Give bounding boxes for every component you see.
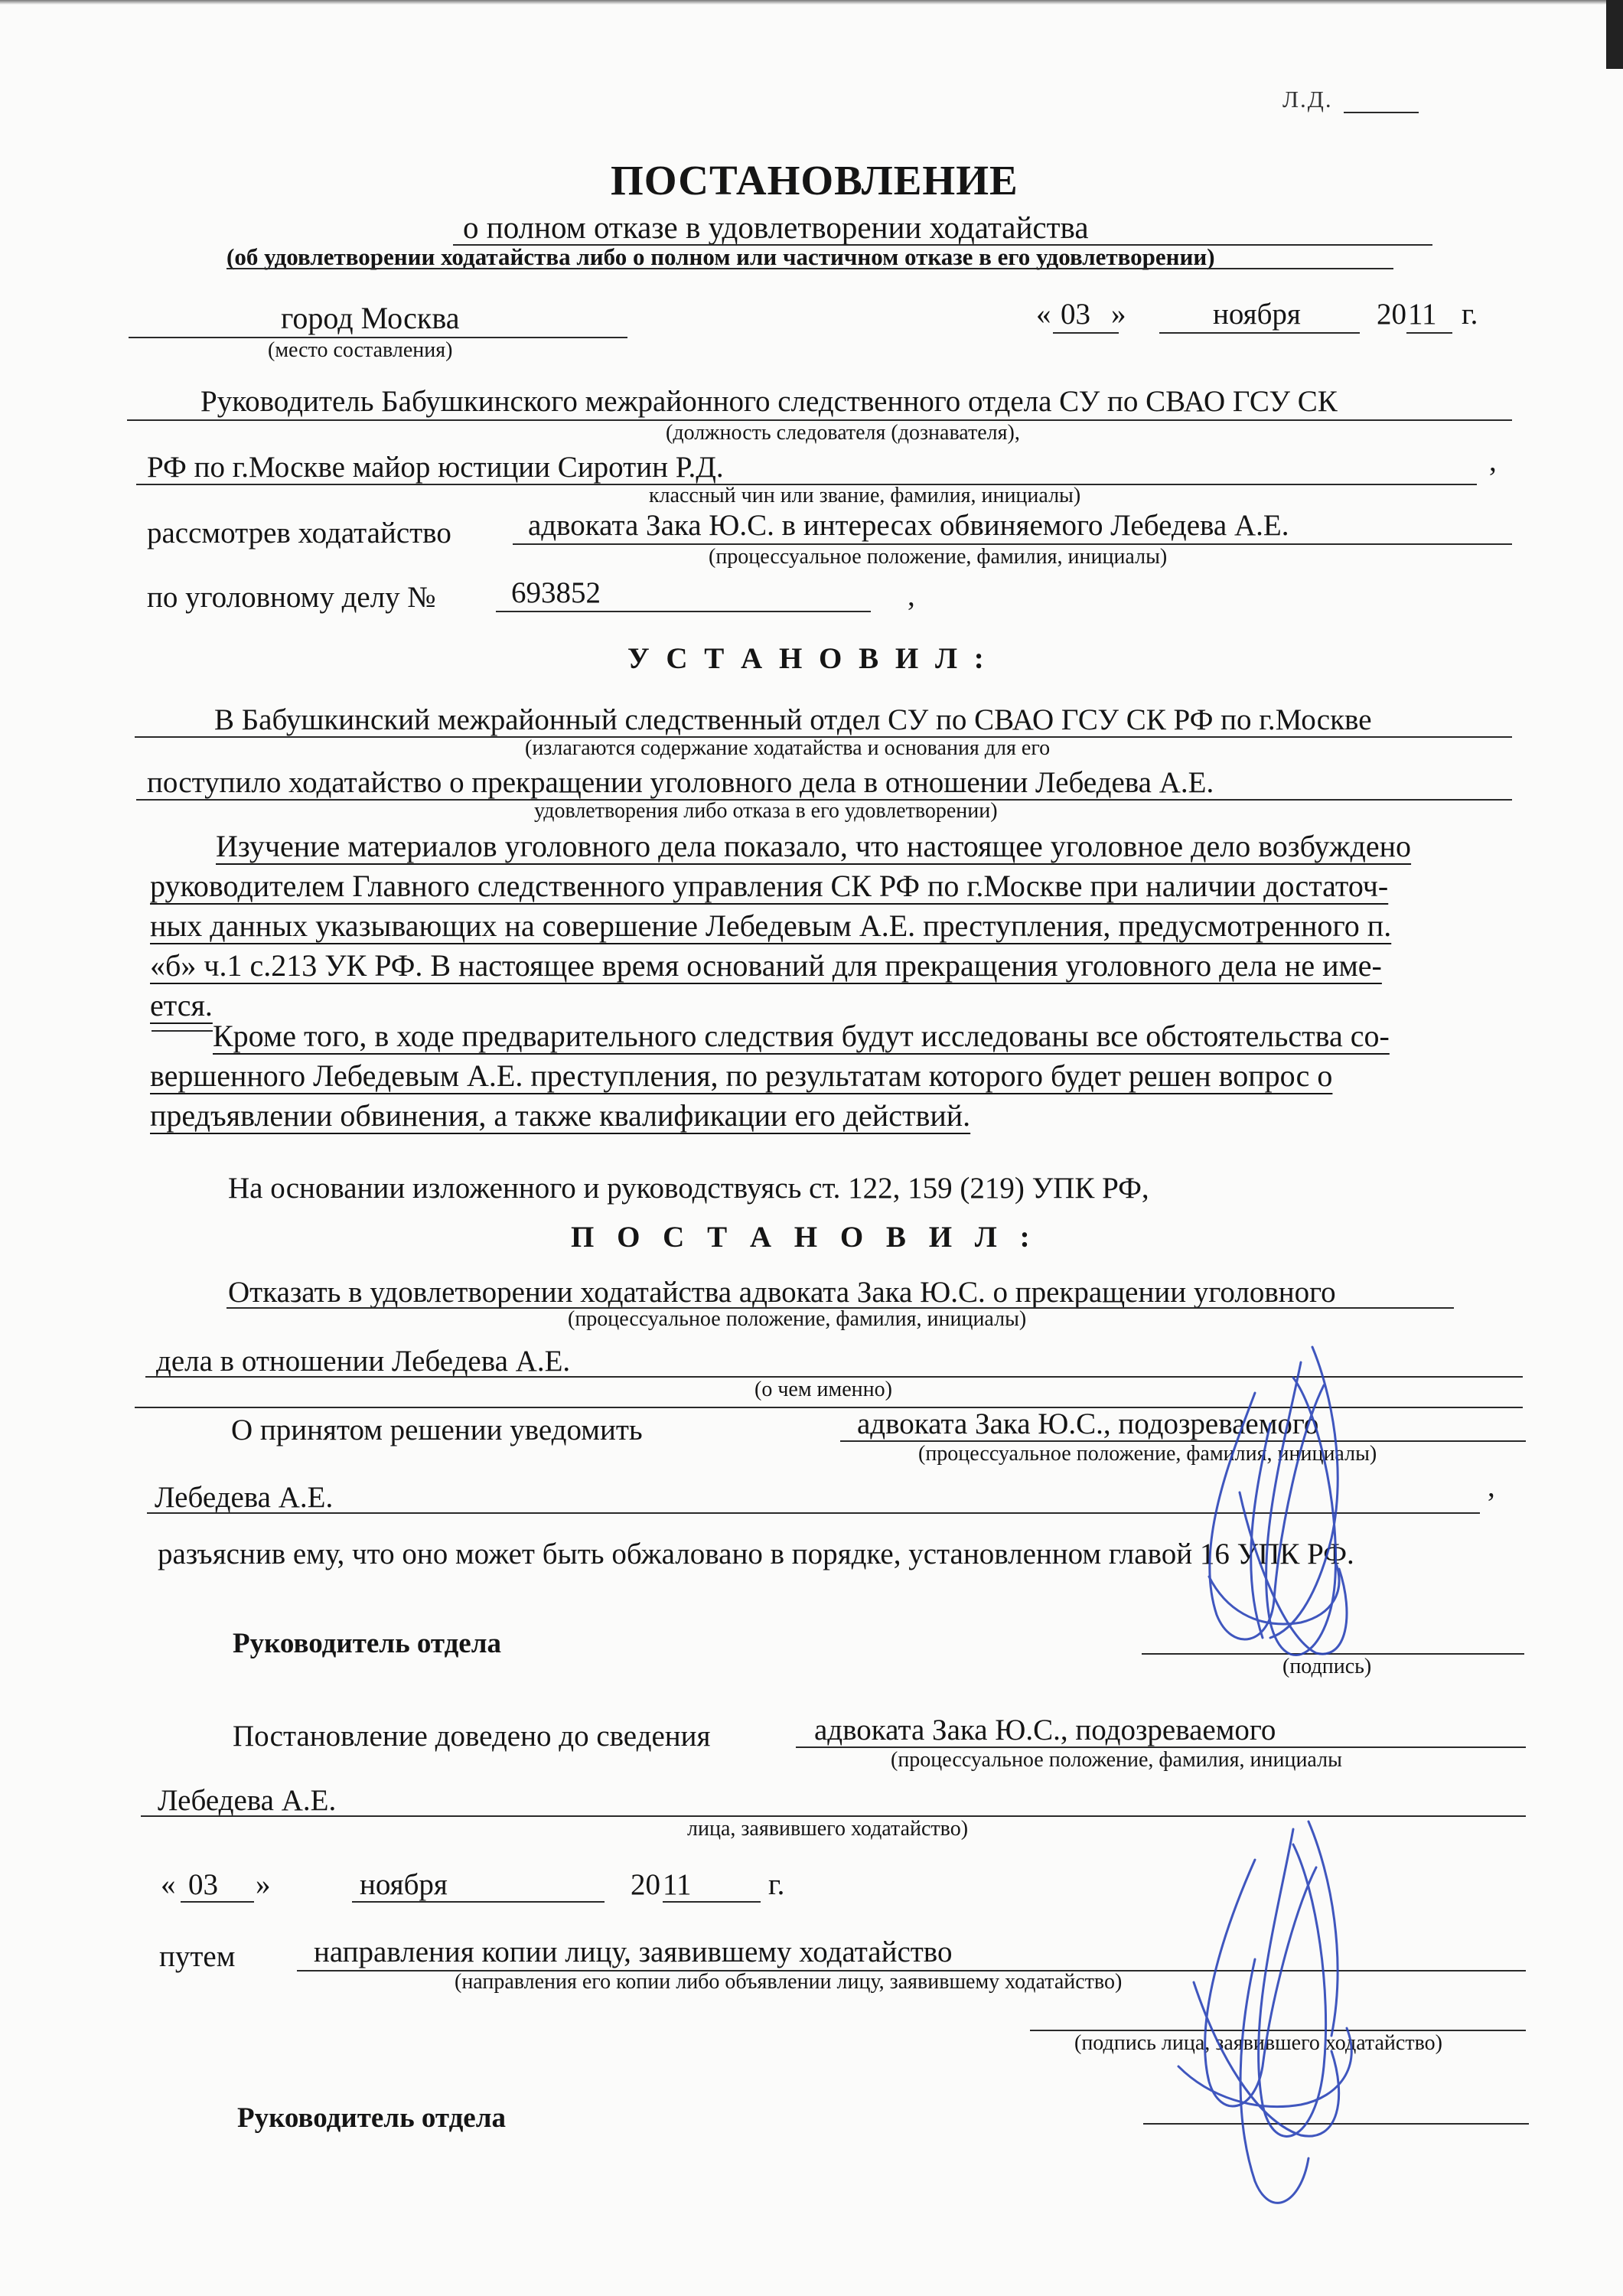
delivered-caption: (процессуальное положение, фамилия, инициалы: [891, 1748, 1342, 1772]
case-no-value: 693852: [511, 576, 601, 609]
case-no-comma: ,: [908, 579, 915, 612]
established-caption1: (излагаются содержание ходатайства и основания для его: [525, 736, 1051, 760]
method-label: путем: [159, 1940, 236, 1973]
sign1-caption: (подпись): [1282, 1655, 1372, 1678]
delivered-value2: Лебедева А.Е.: [158, 1784, 337, 1817]
established-line2: поступило ходатайство о прекращении уголовного дела в отношении Лебедева А.Е.: [147, 766, 1214, 799]
petition-label: рассмотрев ходатайство: [147, 517, 451, 550]
place-value: город Москва: [281, 301, 460, 335]
date-day: 03: [1061, 298, 1090, 331]
established-p1-l4: «б» ч.1 с.213 УК РФ. В настоящее время оснований для прекращения уголовного дела не име-: [150, 948, 1382, 983]
date2-month: ноября: [360, 1868, 448, 1901]
notify-caption: (процессуальное положение, фамилия, инициалы): [918, 1442, 1377, 1466]
date2-quote-open: «: [161, 1868, 176, 1901]
subtitle-caption: (об удовлетворении ходатайства либо о полном или частичном отказе в его удовлетворении): [227, 243, 1215, 270]
place-caption: (место составления): [268, 338, 453, 362]
notify-comma: ,: [1488, 1470, 1495, 1503]
notify-value: адвоката Зака Ю.С., подозреваемого: [857, 1407, 1319, 1440]
date2-year-unit: г.: [768, 1868, 785, 1901]
official-caption2: классный чин или звание, фамилия, инициалы): [649, 484, 1081, 507]
method-value: направления копии лицу, заявившему ходатайство: [314, 1936, 953, 1968]
date-year-suffix: 11: [1408, 298, 1437, 331]
resolved-line1: Отказать в удовлетворении ходатайства адвоката Зака Ю.С. о прекращении уголовного: [228, 1276, 1336, 1309]
resolved-caption2: (о чем именно): [754, 1378, 892, 1401]
sign2-label: Руководитель отдела: [237, 2102, 506, 2134]
petition-value: адвоката Зака Ю.С. в интересах обвиняемого Лебедева А.Е.: [528, 509, 1289, 542]
established-line1: В Бабушкинский межрайонный следственный отдел СУ по СВАО ГСУ СК РФ по г.Москве: [214, 703, 1372, 736]
delivered-caption2: лица, заявившего ходатайство): [687, 1817, 969, 1841]
date2-year-prefix: 20: [631, 1868, 660, 1901]
date-month: ноября: [1213, 298, 1301, 331]
established-p2-l3: предъявлении обвинения, а также квалификации его действий.: [150, 1098, 971, 1133]
method-caption: (направления его копии либо объявлении лицу, заявившему ходатайство): [455, 1970, 1123, 1994]
resolved-heading: П О С Т А Н О В И Л :: [571, 1221, 1038, 1254]
notify-value2: Лебедева А.Е.: [155, 1481, 334, 1514]
official-line1: Руководитель Бабушкинского межрайонного следственного отдела СУ по СВАО ГСУ СК: [200, 385, 1338, 418]
subtitle: о полном отказе в удовлетворении ходатайства: [463, 210, 1089, 245]
established-p1-l3: ных данных указывающих на совершение Лебедевым А.Е. преступления, предусмотренного п.: [150, 908, 1392, 943]
established-p1-l5: ется.: [150, 988, 213, 1022]
delivered-label: Постановление доведено до сведения: [233, 1720, 711, 1753]
date2-day: 03: [188, 1868, 218, 1901]
date-year-unit: г.: [1462, 298, 1478, 331]
method-sign-caption: (подпись лица, заявившего ходатайство): [1074, 2031, 1442, 2055]
petition-caption: (процессуальное положение, фамилия, инициалы): [709, 545, 1168, 569]
established-p1-l1: Изучение материалов уголовного дела показало, что настоящее уголовное дело возбуждено: [216, 829, 1412, 863]
resolved-line2: дела в отношении Лебедева А.Е.: [156, 1345, 571, 1378]
sign1-label: Руководитель отдела: [233, 1628, 501, 1659]
delivered-value: адвоката Зака Ю.С., подозреваемого: [814, 1714, 1276, 1746]
resolved-caption1: (процессуальное положение, фамилия, инициалы): [568, 1307, 1027, 1331]
basis-text: На основании изложенного и руководствуясь ст. 122, 159 (219) УПК РФ,: [228, 1172, 1149, 1205]
established-p1-l2: руководителем Главного следственного управления СК РФ по г.Москве при наличии достаточ-: [150, 869, 1389, 903]
case-file-label: Л.Д.: [1282, 86, 1333, 113]
official-line2-comma: ,: [1489, 445, 1497, 478]
date-year-prefix: 20: [1377, 298, 1406, 331]
date-quote-close: »: [1111, 298, 1126, 331]
date-quote-open: «: [1036, 298, 1051, 331]
established-p2-l1: Кроме того, в ходе предварительного следствия будут исследованы все обстоятельства со-: [213, 1019, 1390, 1053]
established-heading: У С Т А Н О В И Л :: [627, 642, 989, 675]
case-no-label: по уголовному делу №: [147, 581, 436, 614]
official-caption1: (должность следователя (дознавателя),: [666, 421, 1020, 445]
date2-year-suffix: 11: [663, 1868, 692, 1901]
notify-explain: разъяснив ему, что оно может быть обжаловано в порядке, установленном главой 16 УПК РФ.: [158, 1538, 1354, 1570]
page-title: ПОСТАНОВЛЕНИЕ: [611, 157, 1018, 204]
established-p2-l2: вершенного Лебедевым А.Е. преступления, по результатам которого будет решен вопрос о: [150, 1058, 1333, 1093]
official-line2: РФ по г.Москве майор юстиции Сиротин Р.Д.: [147, 451, 724, 484]
established-caption2: удовлетворения либо отказа в его удовлетворении): [534, 799, 998, 823]
date2-quote-close: »: [256, 1868, 271, 1901]
notify-label: О принятом решении уведомить: [231, 1414, 643, 1446]
